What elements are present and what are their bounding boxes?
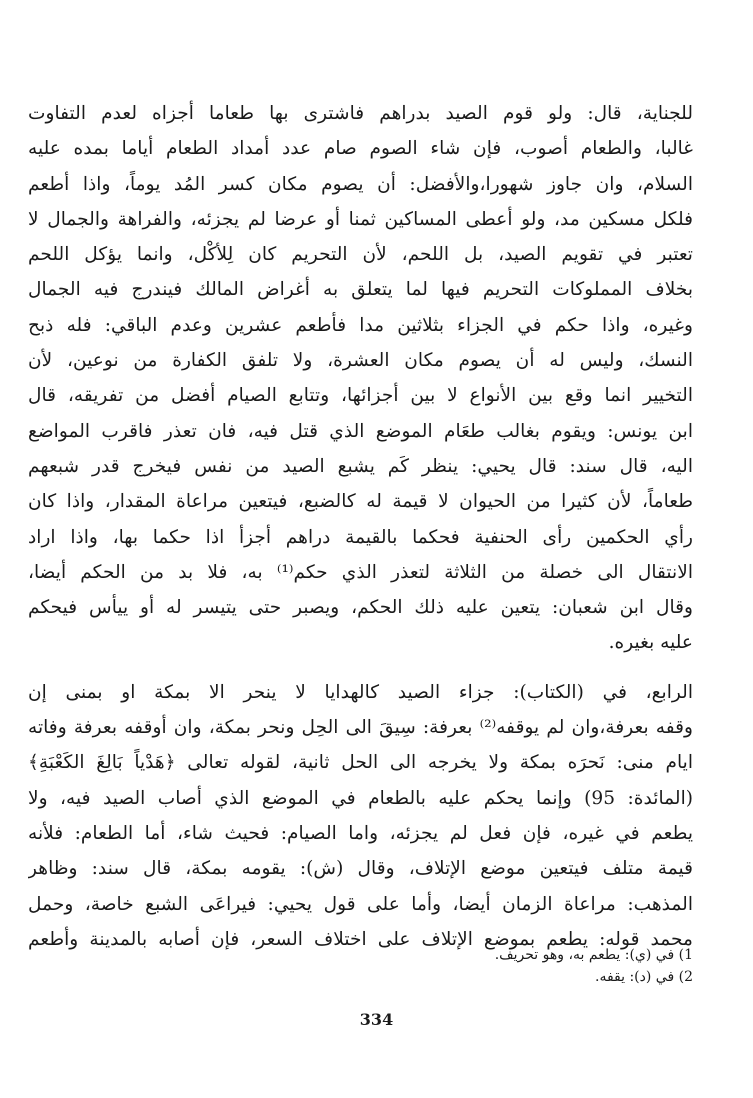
text-line: عليه بغيره.: [608, 632, 693, 654]
text-line: الانتقال الى خصلة من الثلاثة لتعذر الذي حكم⁽¹⁾ به، فلا بد من الحكم أيضا،: [28, 561, 693, 583]
text-line: وغيره، واذا حكم في الجزاء بثلاثين مدا فأطعم عشرين وعدم الباقي: فله ذبح: [28, 314, 693, 336]
text-line: التخيير انما وقع بين الأنواع لا بين أجزائها، وتتابع الصيام أفضل من تفريقه، قال: [28, 385, 693, 407]
text-line: يطعم في غيره، فإن فعل لم يجزئه، واما الصيام: فحيث شاء، أما الطعام: فلأنه: [28, 822, 693, 844]
body-text: [28, 96, 693, 957]
page-number: 334: [359, 1010, 394, 1029]
text-line: السلام، وان جاوز شهورا،والأفضل: أن يصوم مكان كسر المُد يوماً، واذا أطعم: [28, 173, 693, 195]
footnote: 2) في (د): يقفه.: [595, 969, 693, 985]
text-line: وقفه بعرفة،وان لم يوقفه⁽²⁾ بعرفة: سِيقَ الى الحِل ونحر بمكة، وان أوقفه بعرفة وفاته: [28, 717, 693, 739]
text-line: (المائدة: 95) وإنما يحكم عليه بالطعام في الموضع الذي أصاب الصيد فيه، ولا: [28, 787, 693, 809]
text-line: ابن يونس: ويقوم بغالب طعَام الموضع الذي قتل فيه، فان تعذر فاقرب المواضع: [28, 420, 693, 442]
text-line: فلكل مسكين مد، ولو أعطى المساكين ثمنا أو عرضا لم يجزئه، والفراهة والجمال لا: [28, 208, 693, 230]
text-line: اليه، قال سند: قال يحيي: ينظر كَم يشبع الصيد من نفس فيخرج قدر شبعهم: [28, 455, 693, 477]
footnote: 1) في (ي): يطعم به، وهو تحريف.: [494, 947, 693, 963]
text-line: بخلاف المملوكات التحريم فيها لما يتعلق به أغراض المالك فيندرج فيه الجمال: [28, 279, 693, 301]
text-line: ايام منى: نَحرَه بمكة ولا يخرجه الى الحل ثانية، لقوله تعالى ﴿هَدْياً بَالِغَ الكَعْبَةِ﴾: [28, 752, 693, 774]
footnotes: [33, 944, 693, 988]
text-line: وقال ابن شعبان: يتعين عليه ذلك الحكم، ويصبر حتى يتيسر له أو ييأس فيحكم: [28, 597, 693, 619]
text-line: تعتبر في تقويم الصيد، بل اللحم، لأن التحريم كان لِلأكْل، وانما يؤكل اللحم: [28, 244, 693, 266]
paragraph-gap: [28, 661, 693, 675]
text-line: النسك، وليس له أن يصوم مكان العشرة، ولا تلفق الكفارة من نوعين، لأن: [28, 350, 693, 372]
text-line: غالبا، والطعام أصوب، فإن شاء الصوم صام عدد أمداد الطعام أياما بمده عليه: [28, 138, 693, 160]
paragraph: [28, 675, 693, 957]
text-line: الرابع، في (الكتاب): جزاء الصيد كالهدايا لا ينحر الا بمكة او بمنى إن: [28, 681, 693, 703]
text-line: قيمة متلف فيتعين موضع الإتلاف، وقال (ش): يقومه بمكة، قال سند: وظاهر: [28, 858, 693, 880]
text-line: المذهب: مراعاة الزمان أيضا، وأما على قول يحيي: فيراعَى الشبع خاصة، وحمل: [28, 893, 693, 915]
paragraph: [28, 96, 693, 661]
text-line: محمد قوله: يطعم بموضع الإتلاف على اختلاف السعر، فإن أصابه بالمدينة وأطعم: [28, 928, 693, 950]
text-line: طعاماً، لأن كثيرا من الحيوان لا قيمة له كالضبع، فيتعين مراعاة المقدار، واذا كان: [28, 491, 693, 513]
text-line: للجناية، قال: ولو قوم الصيد بدراهم فاشترى بها طعاما أجزاه لعدم التفاوت: [28, 103, 693, 124]
text-line: رأي الحكمين رأى الحنفية فحكما بالقيمة دراهم أجزأ اذا حكما بها، واذا اراد: [28, 526, 693, 548]
